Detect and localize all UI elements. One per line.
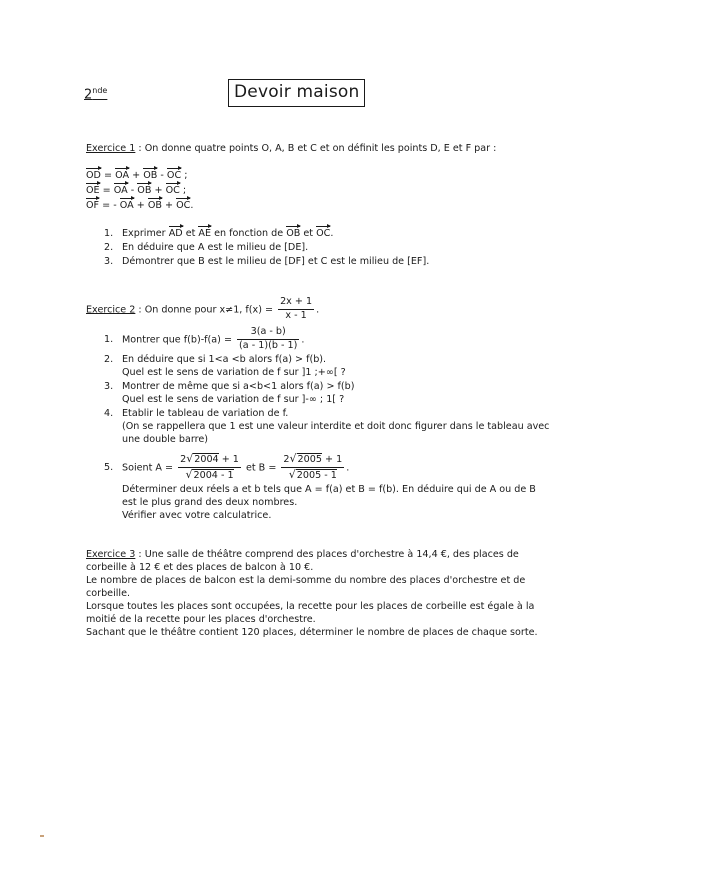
exercise-1-question-2: 2. En déduire que A est le milieu de [DE]. xyxy=(104,242,309,253)
exercise-2-question-1: 1. Montrer que f(b)-f(a) = $\frac{3(a - b)}{(a - 1)(b - 1)}$ . xyxy=(104,326,305,351)
exercise-2-label: Exercice 2 xyxy=(86,304,136,316)
exercise-1-question-1: 1. Exprimer AD et AE en fonction de OB et OC. xyxy=(104,228,334,239)
class-level: 2nde xyxy=(84,86,108,103)
exercise-2-intro: Exercice 2 : On donne pour x≠1, f(x) = $\frac{2x + 1}{x - 1}$ . xyxy=(86,296,320,321)
exercise-1-intro: Exercice 1 : On donne quatre points O, A, B et C et on définit les points D, E et F par : xyxy=(86,143,497,154)
fraction-a: $\frac{2√2004 + 1}{√2004 - 1}$ xyxy=(180,452,239,481)
fraction-b: $\frac{2√2005 + 1}{√2005 - 1}$ xyxy=(283,452,343,481)
exercise-1-label: Exercice 1 xyxy=(86,143,136,154)
exercise-1-question-3: 3. Démontrer que B est le milieu de [DF] et C est le milieu de [EF]. xyxy=(104,256,430,267)
exercise-2-question-2: 2. En déduire que si 1<a <b alors f(a) > f(b). Quel est le sens de variation de f sur ]1 ;+∞[ ? xyxy=(104,354,346,378)
equation-od: OD = OA + OB - OC ; xyxy=(86,170,188,181)
exercise-2-question-5: 5. Soient A = $\frac{2√2004 + 1}{√2004 - 1}$ et B = $\frac{2√2005 + 1}{√2005 - 1}$ . xyxy=(104,452,350,481)
page-title: Devoir maison xyxy=(228,79,365,107)
exercise-2-question-3: 3. Montrer de même que si a<b<1 alors f(a) > f(b) Quel est le sens de variation de f sur ]-∞ ; 1[ ? xyxy=(104,381,355,405)
exercise-3-label: Exercice 3 xyxy=(86,549,136,560)
exercise-2-question-5-text: Déterminer deux réels a et b tels que A = f(a) et B = f(b). En déduire qui de A ou de B est le plus grand des deux nombres. Vérifier avec votre calculatrice. xyxy=(122,484,536,521)
scan-mark xyxy=(40,835,44,837)
equation-oe: OE = OA - OB + OC ; xyxy=(86,185,187,196)
equation-of: OF = - OA + OB + OC. xyxy=(86,200,194,211)
exercise-3: Exercice 3 : Une salle de théâtre comprend des places d'orchestre à 14,4 €, des places de corbeille à 12 € et des places de balcon à 10 €. Le nombre de places de balcon est la demi-somme du nombre des places d'orchestre et de corbeille. Lorsque toutes les places sont occupées, la recette pour les places de corbeille est égale à la moitié de la recette pour les places d'orchestre. Sachant que le théâtre contient 120 places, déterminer le nombre de places de chaque sorte. xyxy=(86,549,538,638)
exercise-2-question-4: 4. Etablir le tableau de variation de f. (On se rappellera que 1 est une valeur interdite et doit donc figurer dans le tableau avec une double barre) xyxy=(104,408,550,445)
